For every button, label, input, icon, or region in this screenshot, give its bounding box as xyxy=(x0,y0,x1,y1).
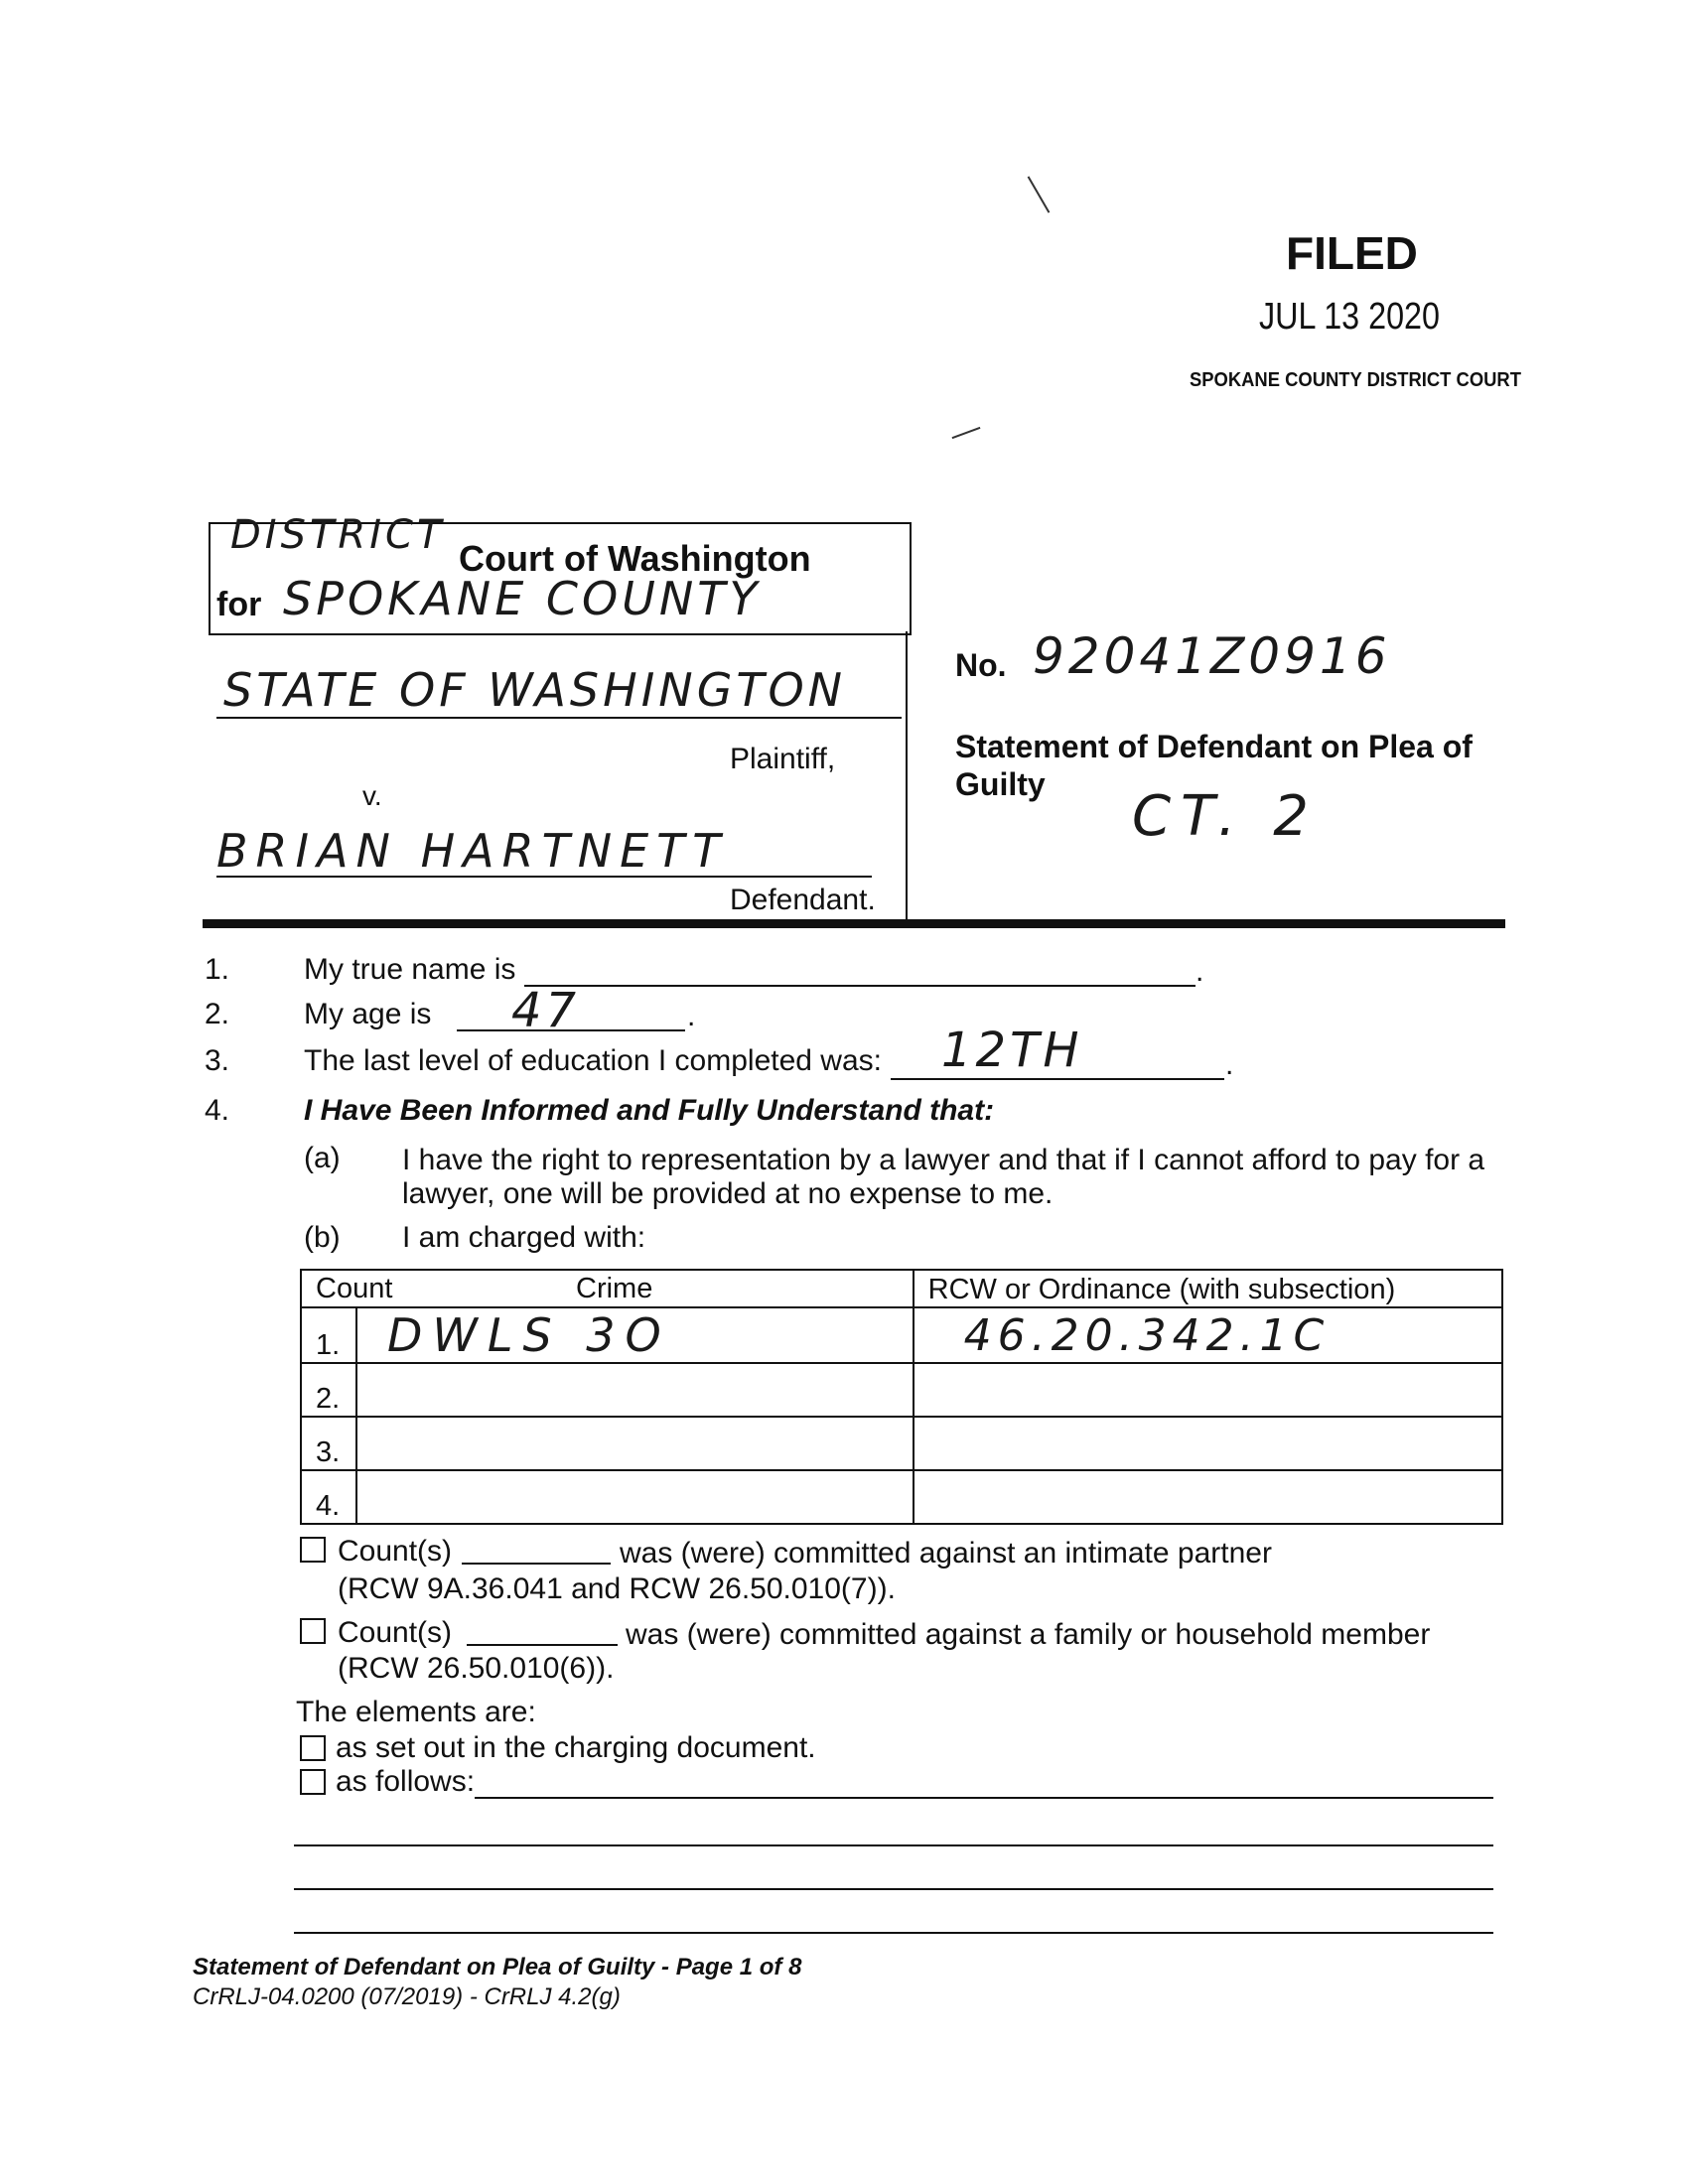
item-1-text: My true name is xyxy=(304,953,516,986)
elements-blank-line[interactable] xyxy=(294,1844,1493,1846)
set-out-checkbox[interactable] xyxy=(300,1735,326,1761)
item-3-number: 3. xyxy=(205,1044,230,1077)
charge-row xyxy=(301,1417,1502,1470)
charge-row-rcw xyxy=(914,1363,1502,1417)
elements-label: The elements are: xyxy=(296,1696,536,1728)
footer-title: Statement of Defendant on Plea of Guilty - Page 1 of 8 xyxy=(193,1954,802,1980)
charge-row-number: 3. xyxy=(301,1417,356,1470)
item-2-text: My age is xyxy=(304,998,432,1030)
charges-header-count-crime xyxy=(301,1270,914,1307)
caption-defendant-name: BRIAN HARTNETT xyxy=(216,824,729,878)
caption-divider xyxy=(203,919,1505,928)
item-4a-text-1: I have the right to representation by a lawyer and that if I cannot afford to pay for a xyxy=(402,1144,1485,1176)
item-3-text: The last level of education I completed was: xyxy=(304,1044,882,1077)
intimate-partner-rcw: (RCW 9A.36.041 and RCW 26.50.010(7)). xyxy=(338,1572,896,1605)
charge-row-number: 2. xyxy=(301,1363,356,1417)
caption-defendant-label: Defendant. xyxy=(730,884,876,916)
charge-row-number: 1. xyxy=(301,1307,356,1363)
age-value: 47 xyxy=(511,983,581,1038)
set-out-text: as set out in the charging document. xyxy=(336,1731,816,1764)
item-3-period: . xyxy=(1225,1048,1234,1081)
caption-vertical-rule xyxy=(906,631,908,919)
charge-row-crime xyxy=(356,1470,914,1524)
charges-table xyxy=(300,1269,1503,1525)
true-name-field xyxy=(524,985,1196,987)
case-number: 92041Z0916 xyxy=(1033,627,1391,685)
header-crime: Crime xyxy=(576,1273,653,1304)
charge-row-crime: DWLS 3O xyxy=(356,1307,914,1363)
intimate-partner-count-field[interactable] xyxy=(462,1563,611,1565)
caption-court-title: Court of Washington xyxy=(459,538,811,579)
family-member-rcw: (RCW 26.50.010(6)). xyxy=(338,1652,615,1685)
elements-blank-line[interactable] xyxy=(294,1932,1493,1934)
caption-versus: v. xyxy=(362,780,382,811)
age-field xyxy=(457,1029,685,1031)
as-follows-text: as follows: xyxy=(336,1765,476,1798)
case-number-label: No. xyxy=(955,647,1007,683)
caption-for-label: for xyxy=(216,586,262,623)
item-4-heading: I Have Been Informed and Fully Understand that: xyxy=(304,1094,995,1127)
filed-stamp-title: FILED xyxy=(1286,227,1418,279)
header-rcw: RCW or Ordinance (with subsection) xyxy=(914,1270,1502,1307)
charge-row-rcw xyxy=(914,1470,1502,1524)
filed-stamp-date: JUL 13 2020 xyxy=(1259,296,1440,338)
item-4-number: 4. xyxy=(205,1094,230,1127)
education-field xyxy=(891,1078,1224,1080)
charge-row-number: 4. xyxy=(301,1470,356,1524)
stray-mark xyxy=(952,427,981,439)
charge-row-crime xyxy=(356,1363,914,1417)
family-member-count-field[interactable] xyxy=(467,1644,618,1646)
footer-form-id: CrRLJ-04.0200 (07/2019) - CrRLJ 4.2(g) xyxy=(193,1983,621,2010)
filed-stamp-court: SPOKANE COUNTY DISTRICT COURT xyxy=(1190,369,1521,391)
defendant-underline xyxy=(216,876,872,878)
intimate-partner-count-label: Count(s) xyxy=(338,1535,453,1568)
family-member-count-label: Count(s) xyxy=(338,1616,453,1649)
charge-row xyxy=(301,1470,1502,1524)
charge-row xyxy=(301,1363,1502,1417)
item-2-period: . xyxy=(687,1000,696,1032)
elements-blank-line[interactable] xyxy=(294,1888,1493,1890)
document-title: Statement of Defendant on Plea of Guilty xyxy=(955,729,1473,802)
charge-row-rcw: 46.20.342.1C xyxy=(914,1307,1502,1363)
item-4b-label: (b) xyxy=(304,1221,341,1254)
item-1-number: 1. xyxy=(205,953,230,986)
intimate-partner-text: was (were) committed against an intimate partner xyxy=(620,1537,1272,1570)
item-4a-text-2: lawyer, one will be provided at no expense to me. xyxy=(402,1177,1054,1210)
education-value: 12TH xyxy=(941,1023,1083,1078)
header-count: Count xyxy=(316,1273,393,1304)
charges-header-row xyxy=(301,1270,1502,1307)
charge-row-rcw xyxy=(914,1417,1502,1470)
item-4a-label: (a) xyxy=(304,1142,341,1174)
stray-mark xyxy=(1028,176,1051,212)
plaintiff-underline xyxy=(216,717,902,719)
caption-court-type: DISTRICT xyxy=(230,512,446,558)
caption-plaintiff-label: Plaintiff, xyxy=(730,743,836,775)
as-follows-checkbox[interactable] xyxy=(300,1769,326,1795)
charge-row-crime xyxy=(356,1417,914,1470)
caption-county: SPOKANE COUNTY xyxy=(283,572,762,625)
item-1-period: . xyxy=(1196,955,1204,988)
count-note: CT. 2 xyxy=(1132,784,1319,849)
caption-plaintiff-name: STATE OF WASHINGTON xyxy=(223,663,847,717)
as-follows-field[interactable] xyxy=(475,1797,1493,1799)
family-member-checkbox[interactable] xyxy=(300,1618,326,1644)
family-member-text: was (were) committed against a family or household member xyxy=(626,1618,1431,1651)
intimate-partner-checkbox[interactable] xyxy=(300,1537,326,1563)
item-4b-text: I am charged with: xyxy=(402,1221,646,1254)
charge-row xyxy=(301,1307,1502,1363)
item-2-number: 2. xyxy=(205,998,230,1030)
